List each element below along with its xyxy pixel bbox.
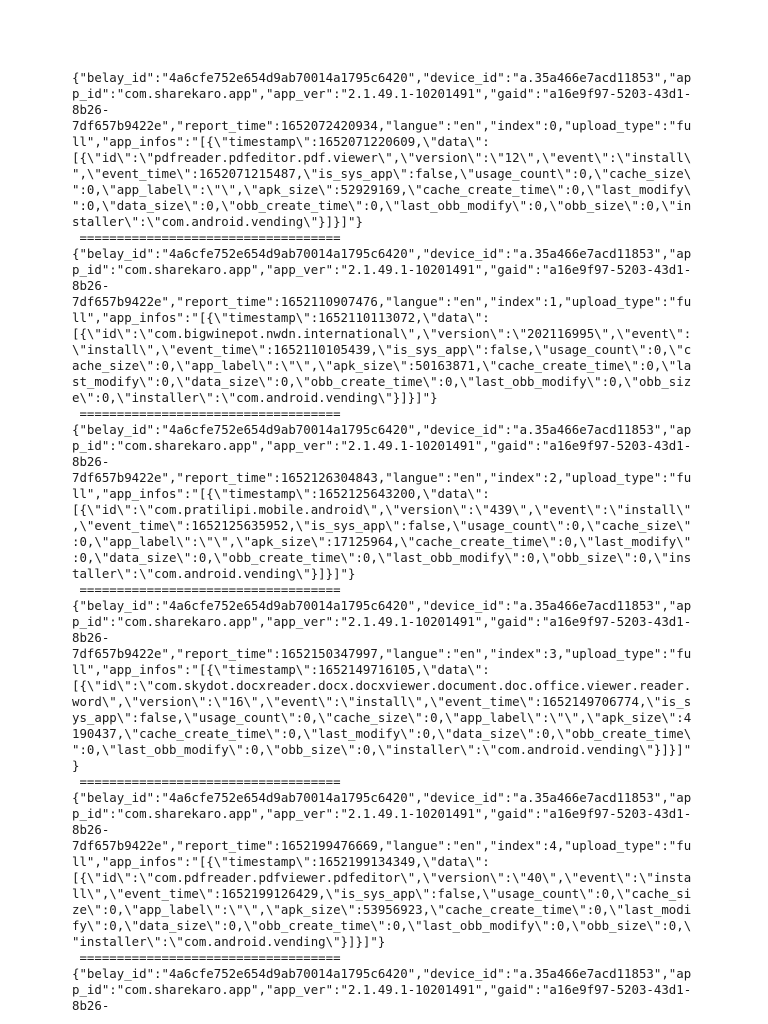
log-record: {"belay_id":"4a6cfe752e654d9ab70014a1795c6420","device_id":"a.35a466e7acd11853","ap p_id":"com.sharekaro.app","app_ver":"2.1.49.1-10201491","gaid":"a16e9f97-5203-43d1- 8b26- — [72, 966, 692, 1013]
record-separator: =================================== — [72, 230, 341, 245]
record-separator: =================================== — [72, 582, 341, 597]
record-separator: =================================== — [72, 406, 341, 421]
log-record: {"belay_id":"4a6cfe752e654d9ab70014a1795c6420","device_id":"a.35a466e7acd11853","ap p_id":"com.sharekaro.app","app_ver":"2.1.49.1-10201491","gaid":"a16e9f97-5203-43d1- 8b26- 7df657b9422e","report_time":1652126304843,"langue":"en","index":2,"upload_type":"fu ll","app_infos":"[{\"timestamp\":1652125643200,\"data\": [{\"id\":\"com.pratilipi.mobile.android\",\"version\":\"439\",\"event\":\"install\" ,\"event_time\":1652125635952,\"is_sys_app\":false,\"usage_count\":0,\"cache_size\" :0,\"app_label\":\"\",\"apk_size\":17125964,\"cache_create_time\":0,\"last_modify\" :0,\"data_size\":0,\"obb_create_time\":0,\"last_obb_modify\":0,\"obb_size\":0,\"ins taller\":\"com.android.vending\"}]}]"} — [72, 422, 692, 581]
log-record: {"belay_id":"4a6cfe752e654d9ab70014a1795c6420","device_id":"a.35a466e7acd11853","ap p_id":"com.sharekaro.app","app_ver":"2.1.49.1-10201491","gaid":"a16e9f97-5203-43d1- 8b26- 7df657b9422e","report_time":1652072420934,"langue":"en","index":0,"upload_type":"fu ll","app_infos":"[{\"timestamp\":1652071220609,\"data\": [{\"id\":\"pdfreader.pdfeditor.pdf.viewer\",\"version\":\"12\",\"event\":\"install\ ",\"event_time\":1652071215487,\"is_sys_app\":false,\"usage_count\":0,\"cache_size\ ":0,\"app_label\":\"\",\"apk_size\":52929169,\"cache_create_time\":0,\"last_modify\ ":0,\"data_size\":0,\"obb_create_time\":0,\"last_obb_modify\":0,\"obb_size\":0,\"in staller\":\"com.android.vending\"}]}]"} — [72, 70, 692, 229]
record-separator: =================================== — [72, 774, 341, 789]
log-document — [72, 70, 700, 1014]
log-record: {"belay_id":"4a6cfe752e654d9ab70014a1795c6420","device_id":"a.35a466e7acd11853","ap p_id":"com.sharekaro.app","app_ver":"2.1.49.1-10201491","gaid":"a16e9f97-5203-43d1- 8b26- 7df657b9422e","report_time":1652150347997,"langue":"en","index":3,"upload_type":"fu ll","app_infos":"[{\"timestamp\":1652149716105,\"data\": [{\"id\":\"com.skydot.docxreader.docx.docxviewer.document.doc.office.viewer.reader. word\",\"version\":\"16\",\"event\":\"install\",\"event_time\":1652149706774,\"is_s ys_app\":false,\"usage_count\":0,\"cache_size\":0,\"app_label\":\"\",\"apk_size\":4 190437,\"cache_create_time\":0,\"last_modify\":0,\"data_size\":0,\"obb_create_time\ ":0,\"last_obb_modify\":0,\"obb_size\":0,\"installer\":\"com.android.vending\"}]}]" } — [72, 598, 692, 773]
record-separator: =================================== — [72, 950, 341, 965]
log-record: {"belay_id":"4a6cfe752e654d9ab70014a1795c6420","device_id":"a.35a466e7acd11853","ap p_id":"com.sharekaro.app","app_ver":"2.1.49.1-10201491","gaid":"a16e9f97-5203-43d1- 8b26- 7df657b9422e","report_time":1652199476669,"langue":"en","index":4,"upload_type":"fu ll","app_infos":"[{\"timestamp\":1652199134349,\"data\": [{\"id\":\"com.pdfreader.pdfviewer.pdfeditor\",\"version\":\"40\",\"event\":\"insta ll\",\"event_time\":1652199126429,\"is_sys_app\":false,\"usage_count\":0,\"cache_si ze\":0,\"app_label\":\"\",\"apk_size\":53956923,\"cache_create_time\":0,\"last_modi fy\":0,\"data_size\":0,\"obb_create_time\":0,\"last_obb_modify\":0,\"obb_size\":0,\ "installer\":\"com.android.vending\"}]}]"} — [72, 790, 692, 949]
log-record: {"belay_id":"4a6cfe752e654d9ab70014a1795c6420","device_id":"a.35a466e7acd11853","ap p_id":"com.sharekaro.app","app_ver":"2.1.49.1-10201491","gaid":"a16e9f97-5203-43d1- 8b26- 7df657b9422e","report_time":1652110907476,"langue":"en","index":1,"upload_type":"fu ll","app_infos":"[{\"timestamp\":1652110113072,\"data\": [{\"id\":\"com.bigwinepot.nwdn.international\",\"version\":\"202116995\",\"event\": \"install\",\"event_time\":1652110105439,\"is_sys_app\":false,\"usage_count\":0,\"c ache_size\":0,\"app_label\":\"\",\"apk_size\":50163871,\"cache_create_time\":0,\"la st_modify\":0,\"data_size\":0,\"obb_create_time\":0,\"last_obb_modify\":0,\"obb_siz e\":0,\"installer\":\"com.android.vending\"}]}]"} — [72, 246, 692, 405]
